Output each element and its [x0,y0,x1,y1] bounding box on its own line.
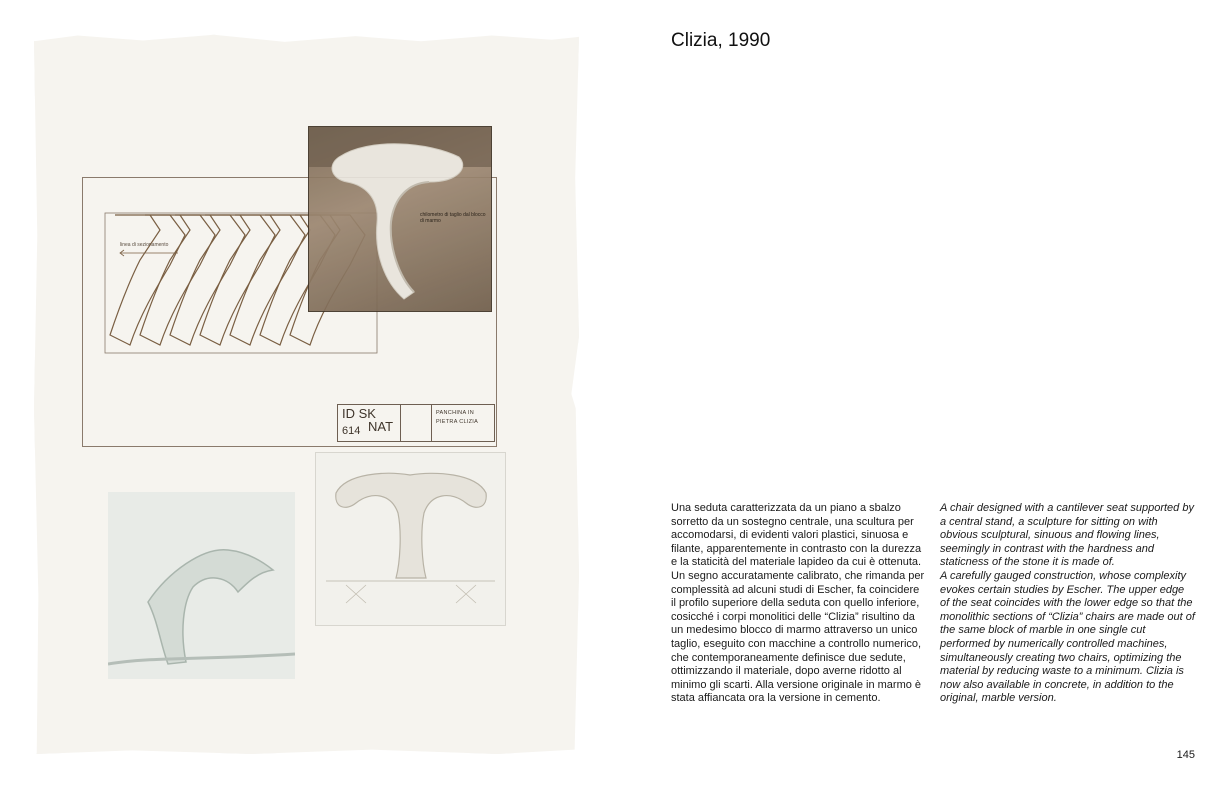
drawing-code-line3: NAT [368,419,394,434]
chair-front-sketch [315,452,506,626]
drawing-code-line1: ID SK [342,406,376,421]
drawing-name-line1: PANCHINA IN [436,410,475,416]
drawing-code-line2: 614 [342,425,361,437]
description-english [940,502,1196,706]
drawing-code [338,405,401,441]
description-english-paragraph-1: A chair designed with a cantilever seat supported by a central stand, a sculpture for sitting on with obvious sculptural, sinuous and flowing lines, seemingly in contrast with the hardness and staticness of the stone it is made of. [940,502,1194,569]
cut-line-label: linea di sezionamento [120,242,169,248]
page-number: 145 [1176,749,1195,761]
description-italian-text: Una seduta caratterizzata da un piano a sbalzo sorretto da un sostegno centrale, una scultura per accomodarsi, di evidenti valori plastici, sinuosa e filante, apparentemente in contrasto con la durezza e la staticità del materiale lapideo da cui è ottenuta. Un segno accuratamente calibrato, che rimanda per complessità ad alcuni studi di Escher, fa coincidere il profilo superiore della seduta con quello inferiore, cosicché i corpi monolitici delle “Clizia” risultino da un medesimo blocco di marmo attraverso un unico taglio, eseguito con macchine a controllo numerico, che contemporaneamente definisce due sedute, ottimizzando il materiale, dopo averne ridotto al minimo gli scarti. Alla versione originale in marmo è stata affiancata ora la versione in cemento. [671,502,925,705]
photo-annotation: chilometro di taglio dal blocco di marmo [420,212,486,224]
chair-front-sketch-image [316,453,505,625]
drawing-name-line2: PIETRA CLIZIA [436,419,479,425]
chair-pencil-sketch [108,492,295,679]
chair-profile-sketch-image [108,492,295,679]
drawing-title-block [337,404,495,442]
description-italian [671,502,926,706]
drawing-name [432,405,494,441]
description-english-paragraph-2: A carefully gauged construction, whose complexity evokes certain studies by Escher. The upper edge of the seat coincides with the lower edge so that the monolithic sections of “Clizia” chairs are made out of the same block of marble in one single cut performed by numerically controlled machines, simultaneously creating two chairs, optimizing the material by reducing waste to a minimum. Clizia is now also available in concrete, in addition to the original, marble version. [940,569,1195,705]
drawing-info-cell [401,405,432,441]
page-title: Clizia, 1990 [671,30,771,51]
